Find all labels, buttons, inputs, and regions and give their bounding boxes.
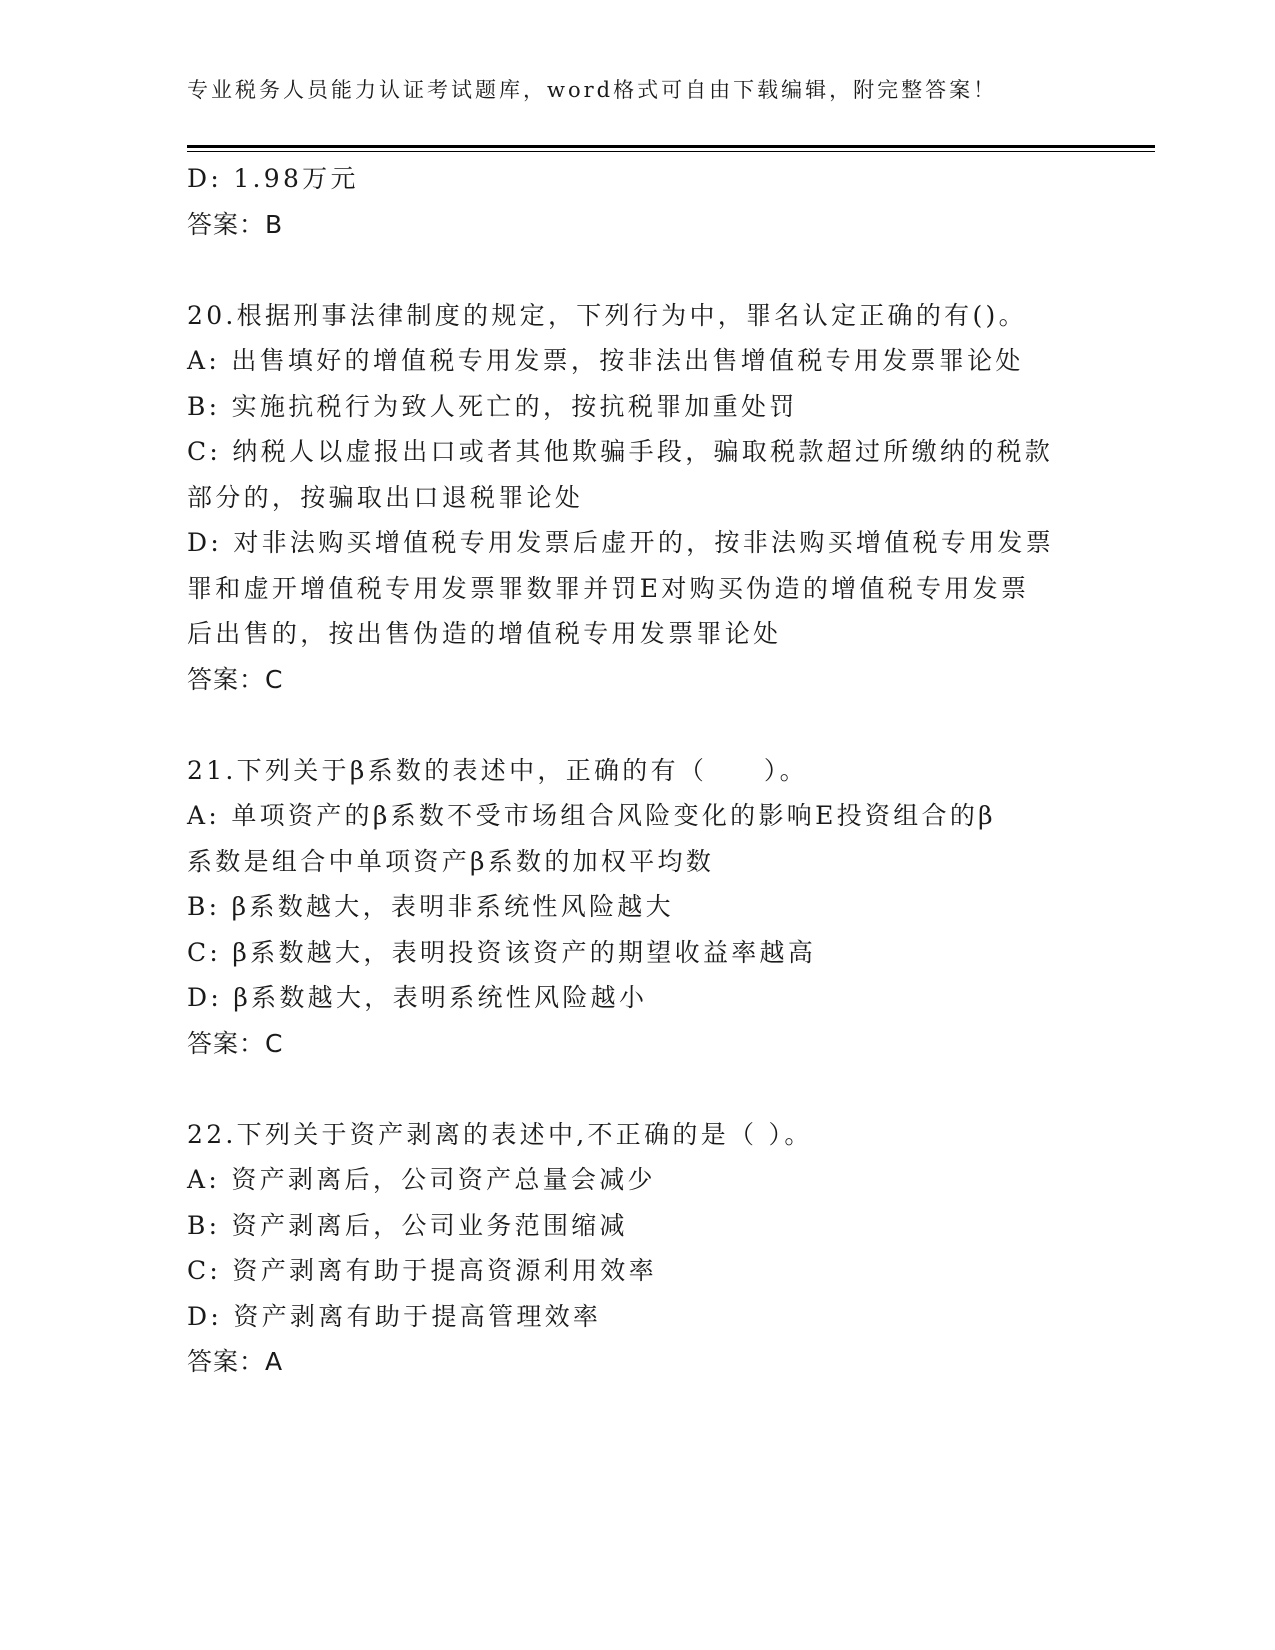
header-rule-thick [187, 145, 1155, 148]
answer: 答案：C [187, 1028, 284, 1058]
option-a: A: 出售填好的增值税专用发票，按非法出售增值税专用发票罪论处 [187, 346, 1024, 375]
answer: 答案：A [187, 1347, 284, 1376]
question-22 [187, 1112, 1087, 1385]
answer: 答案：C [187, 664, 284, 694]
question-20 [187, 293, 1087, 703]
page-header: 专业税务人员能力认证考试题库，word格式可自由下载编辑，附完整答案！ [187, 78, 998, 102]
option-d: D: β系数越大，表明系统性风险越小 [187, 983, 648, 1012]
option-a: A: 单项资产的β系数不受市场组合风险变化的影响E投资组合的β [187, 801, 996, 830]
option-d: D: 对非法购买增值税专用发票后虚开的，按非法购买增值税专用发票 [187, 528, 1055, 557]
question-stem: 20.根据刑事法律制度的规定，下列行为中，罪名认定正确的有()。 [187, 300, 1027, 330]
option-c-continued: 部分的，按骗取出口退税罪论处 [187, 482, 584, 512]
option-d: D: 资产剥离有助于提高管理效率 [187, 1301, 602, 1331]
option-d: D: 1.98万元 [187, 164, 359, 193]
option-b: B: 实施抗税行为致人死亡的，按抗税罪加重处罚 [187, 391, 798, 421]
header-rule-thin [187, 151, 1155, 152]
question-21 [187, 748, 1087, 1067]
prev-question-tail [187, 156, 1087, 247]
option-d-continued: 后出售的，按出售伪造的增值税专用发票罪论处 [187, 619, 782, 648]
spacer [187, 702, 1087, 748]
question-stem: 22.下列关于资产剥离的表述中,不正确的是（ ）。 [187, 1119, 813, 1149]
option-d-continued: 罪和虚开增值税专用发票罪数罪并罚E对购买伪造的增值税专用发票 [187, 573, 1030, 603]
answer: 答案：B [187, 209, 284, 239]
option-b: B: 资产剥离后，公司业务范围缩减 [187, 1210, 628, 1240]
option-c: C: 资产剥离有助于提高资源利用效率 [187, 1256, 657, 1285]
document-body [187, 156, 1087, 1385]
option-a: A: 资产剥离后，公司资产总量会减少 [187, 1165, 656, 1194]
option-c: C: 纳税人以虚报出口或者其他欺骗手段，骗取税款超过所缴纳的税款 [187, 437, 1054, 466]
option-a-continued: 系数是组合中单项资产β系数的加权平均数 [187, 846, 715, 876]
spacer [187, 247, 1087, 293]
option-c: C: β系数越大，表明投资该资产的期望收益率越高 [187, 937, 817, 967]
question-stem: 21.下列关于β系数的表述中，正确的有（ ）。 [187, 755, 808, 785]
option-b: B: β系数越大，表明非系统性风险越大 [187, 892, 674, 921]
spacer [187, 1066, 1087, 1112]
